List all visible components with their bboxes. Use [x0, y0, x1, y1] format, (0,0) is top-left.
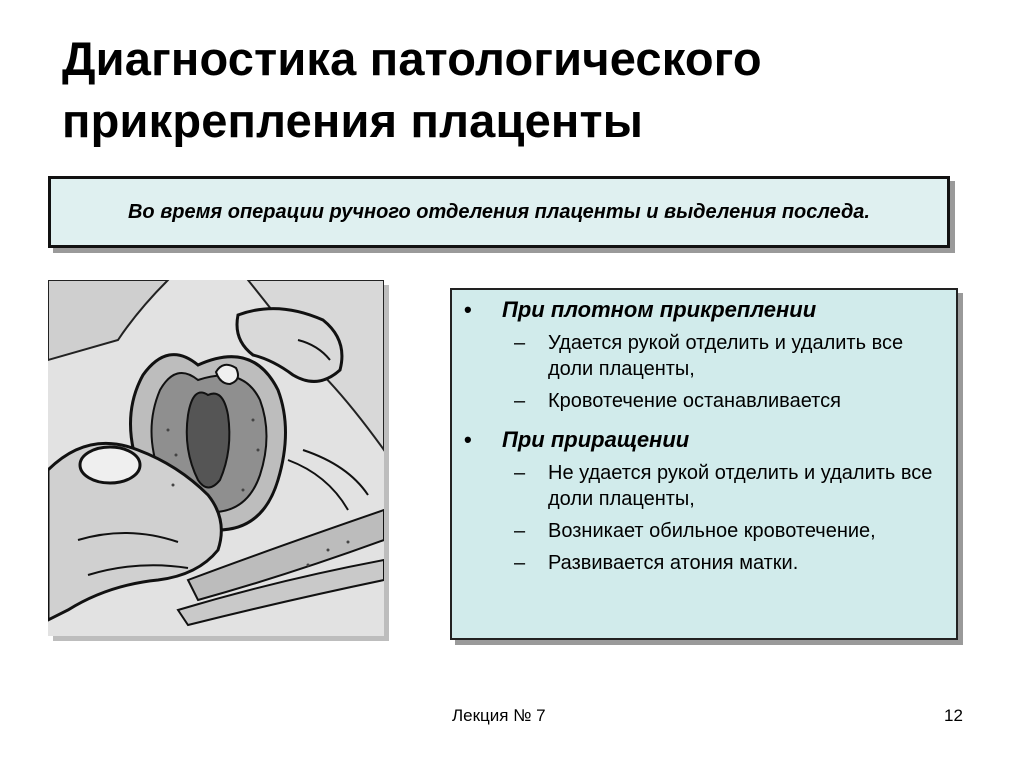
illustration-drawing [48, 280, 384, 636]
group-heading-text: При плотном прикреплении [502, 297, 817, 322]
title-line-1: Диагностика патологического [62, 32, 762, 85]
list-item [514, 518, 946, 544]
group-dense-attachment [464, 296, 946, 414]
group-accreta [464, 426, 946, 576]
intro-box [48, 176, 950, 248]
dash-icon: – [514, 552, 526, 574]
list-item [514, 330, 946, 382]
bullet-icon: • [464, 427, 472, 452]
footer-lecture: Лекция № 7 [452, 706, 546, 725]
list-item [514, 550, 946, 576]
page-number: 12 [944, 706, 963, 725]
illustration-manual-placenta-separation [48, 280, 384, 636]
group-heading-text: При приращении [502, 427, 690, 452]
list-item-text: Развивается атония матки. [548, 552, 799, 574]
list-item-text: Не удается рукой отделить и удалить все доли плаценты, [548, 462, 933, 510]
list-item-text: Возникает обильное кровотечение, [548, 520, 876, 542]
list-item-text: Удается рукой отделить и удалить все доли плаценты, [548, 332, 904, 380]
dash-icon: – [514, 390, 526, 412]
dash-icon: – [514, 520, 526, 542]
list-item-text: Кровотечение останавливается [548, 390, 841, 412]
intro-text: Во время операции ручного отделения плаценты и выделения последа. [127, 201, 870, 223]
list-item [514, 460, 946, 512]
dash-icon: – [514, 462, 526, 484]
findings-list [450, 288, 958, 640]
group-heading [464, 296, 946, 324]
title-line-2: прикрепления плаценты [62, 94, 644, 147]
bullet-icon: • [464, 297, 472, 322]
dash-icon: – [514, 332, 526, 354]
group-heading [464, 426, 946, 454]
page-title [62, 28, 1002, 152]
list-item [514, 388, 946, 414]
